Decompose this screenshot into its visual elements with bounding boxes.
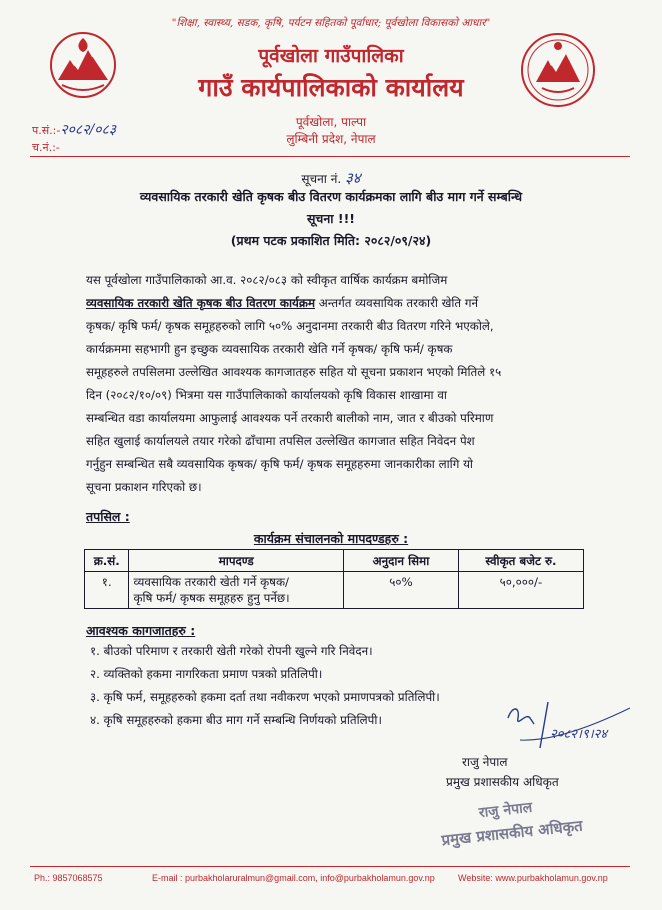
dispatch-number-label: च.नं.:- (32, 141, 60, 154)
notice-number-value: ३४ (345, 169, 361, 187)
body-line: समूहहरुले तपसिलमा उल्लेखित आवश्यक कागजातहरु सहित यो सूचना प्रकाशन भएको मितिले १५ (86, 365, 502, 379)
address-line1: पूर्वखोला, पाल्पा (295, 115, 367, 129)
column-header-subsidy: अनुदान सिमा (343, 550, 458, 572)
body-line: कार्यक्रममा सहभागी हुन इच्छुक व्यवसायिक तरकारी खेति गर्ने कृषक/ कृषि फर्म/ कृषक (86, 342, 453, 356)
cell-sn: १. (85, 572, 129, 609)
document-item: ४. कृषि समूहहरुको हकमा बीउ माग गर्ने सम्बन्धि निर्णयको प्रतिलिपी। (90, 713, 382, 727)
notice-publish-date: (प्रथम पटक प्रकाशित मिति: २०८२/०९/२४) (230, 233, 432, 248)
reference-label: प.सं.:- (32, 124, 61, 137)
body-line: सहित खुलाई कार्यालयले तयार गरेको ढाँचामा तपसिल उल्लेखित कागजात सहित निवेदन पेश (86, 434, 475, 448)
body-line: गर्नुहुन सम्बन्धित सबै व्यवसायिक कृषक/ कृषि फर्म/ कृषक समूहहरुमा जानकारीका लागि यो (86, 457, 473, 471)
cell-subsidy: ५०% (343, 572, 458, 609)
footer-website: Website: www.purbakholamun.gov.np (458, 873, 608, 883)
body-line: दिन (२०८२/१०/०९) भित्रमा यस गाउँपालिकाको कार्यालयको कृषि विकास शाखामा वा (86, 388, 447, 402)
body-line (86, 295, 580, 311)
signatory-title: प्रमुख प्रशासकीय अधिकृत (446, 775, 559, 789)
cell-criteria (129, 572, 343, 609)
org-name: पूर्वखोला गाउँपालिका (258, 45, 404, 67)
tapasil-heading: तपसिल : (86, 509, 130, 524)
signatory-name: राजु नेपाल (462, 755, 508, 769)
footer-phone: Ph.: 9857068575 (34, 873, 103, 883)
documents-heading: आवश्यक कागजातहरु : (86, 623, 196, 638)
reference-value: २०८२/०८३ (60, 122, 117, 138)
body-line: सम्बन्धित वडा कार्यालयमा आफुलाई आवश्यक पर्ने तरकारी बालीको नाम, जात र बीउको परिमाण (86, 411, 494, 425)
stamp-name: राजु नेपाल (478, 799, 533, 822)
body-line: कृषक/ कृषि फर्म/ कृषक समूहहरुको लागि ५०% अनुदानमा तरकारी बीउ वितरण गरिने भएकोले, (86, 319, 494, 333)
body-line-rest: अन्तर्गत व्यवसायिक तरकारी खेति गर्ने (315, 296, 479, 310)
program-name: व्यवसायिक तरकारी खेति कृषक बीउ वितरण कार्यक्रम (86, 296, 316, 310)
notice-number-label: सूचना नं. (301, 172, 342, 186)
footer-email: E-mail : purbakholaruralmun@gmail.com, info@purbakholamun.gov.np (152, 873, 435, 883)
handwritten-signature-icon (500, 688, 640, 758)
criteria-table (84, 549, 584, 609)
criteria-line2: कृषि फर्म/ कृषक समूहहरु हुनु पर्नेछ। (133, 591, 290, 605)
notice-subject-line1: व्यवसायिक तरकारी खेति कृषक बीउ वितरण कार्यक्रमका लागि बीउ माग गर्ने सम्बन्धि (139, 189, 523, 204)
document-item: ३. कृषि फर्म, समूहहरुको हकमा दर्ता तथा नवीकरण भएको प्रमाणपत्रको प्रतिलिपी। (90, 690, 440, 704)
column-header-sn: क्र.सं. (85, 550, 129, 572)
column-header-budget: स्वीकृत बजेट रु. (458, 550, 583, 572)
table-row (85, 572, 584, 609)
handwritten-date: २०८२।९।२४ (550, 727, 608, 742)
column-header-criteria: मापदण्ड (129, 550, 343, 572)
cell-budget: ५०,०००/- (458, 572, 583, 609)
body-line: सूचना प्रकाशन गरिएको छ। (86, 480, 202, 494)
criteria-line1: व्यवसायिक तरकारी खेती गर्ने कृषक/ (133, 575, 289, 589)
notice-subject-line2: सूचना !!! (306, 211, 356, 226)
reference-number (32, 120, 116, 139)
body-line: यस पूर्वखोला गाउँपालिकाको आ.व. २०८२/०८३ को स्वीकृत वार्षिक कार्यक्रम बमोजिम (86, 273, 448, 287)
document-item: २. व्यक्तिको हकमा नागरिकता प्रमाण पत्रको प्रतिलिपी। (90, 667, 323, 681)
motto: "शिक्षा, स्वास्थ्य, सडक, कृषि, पर्यटन सहितको पूर्वाधार; पूर्वखोला विकासको आधार" (171, 17, 491, 29)
document-item: १. बीउको परिमाण र तरकारी खेती गरेको रोपनी खुल्ने गरि निवेदन। (90, 644, 373, 658)
notice-number (0, 168, 662, 188)
footer-divider (30, 866, 630, 867)
official-stamp (438, 793, 583, 851)
stamp-title: प्रमुख प्रशासकीय अधिकृत (440, 816, 584, 850)
address-line2: लुम्बिनी प्रदेश, नेपाल (286, 132, 376, 146)
table-title: कार्यक्रम संचालनको मापदण्डहरु : (253, 531, 409, 546)
office-name: गाउँ कार्यपालिकाको कार्यालय (198, 73, 464, 102)
table-header-row (85, 550, 584, 572)
header-divider (30, 156, 630, 157)
